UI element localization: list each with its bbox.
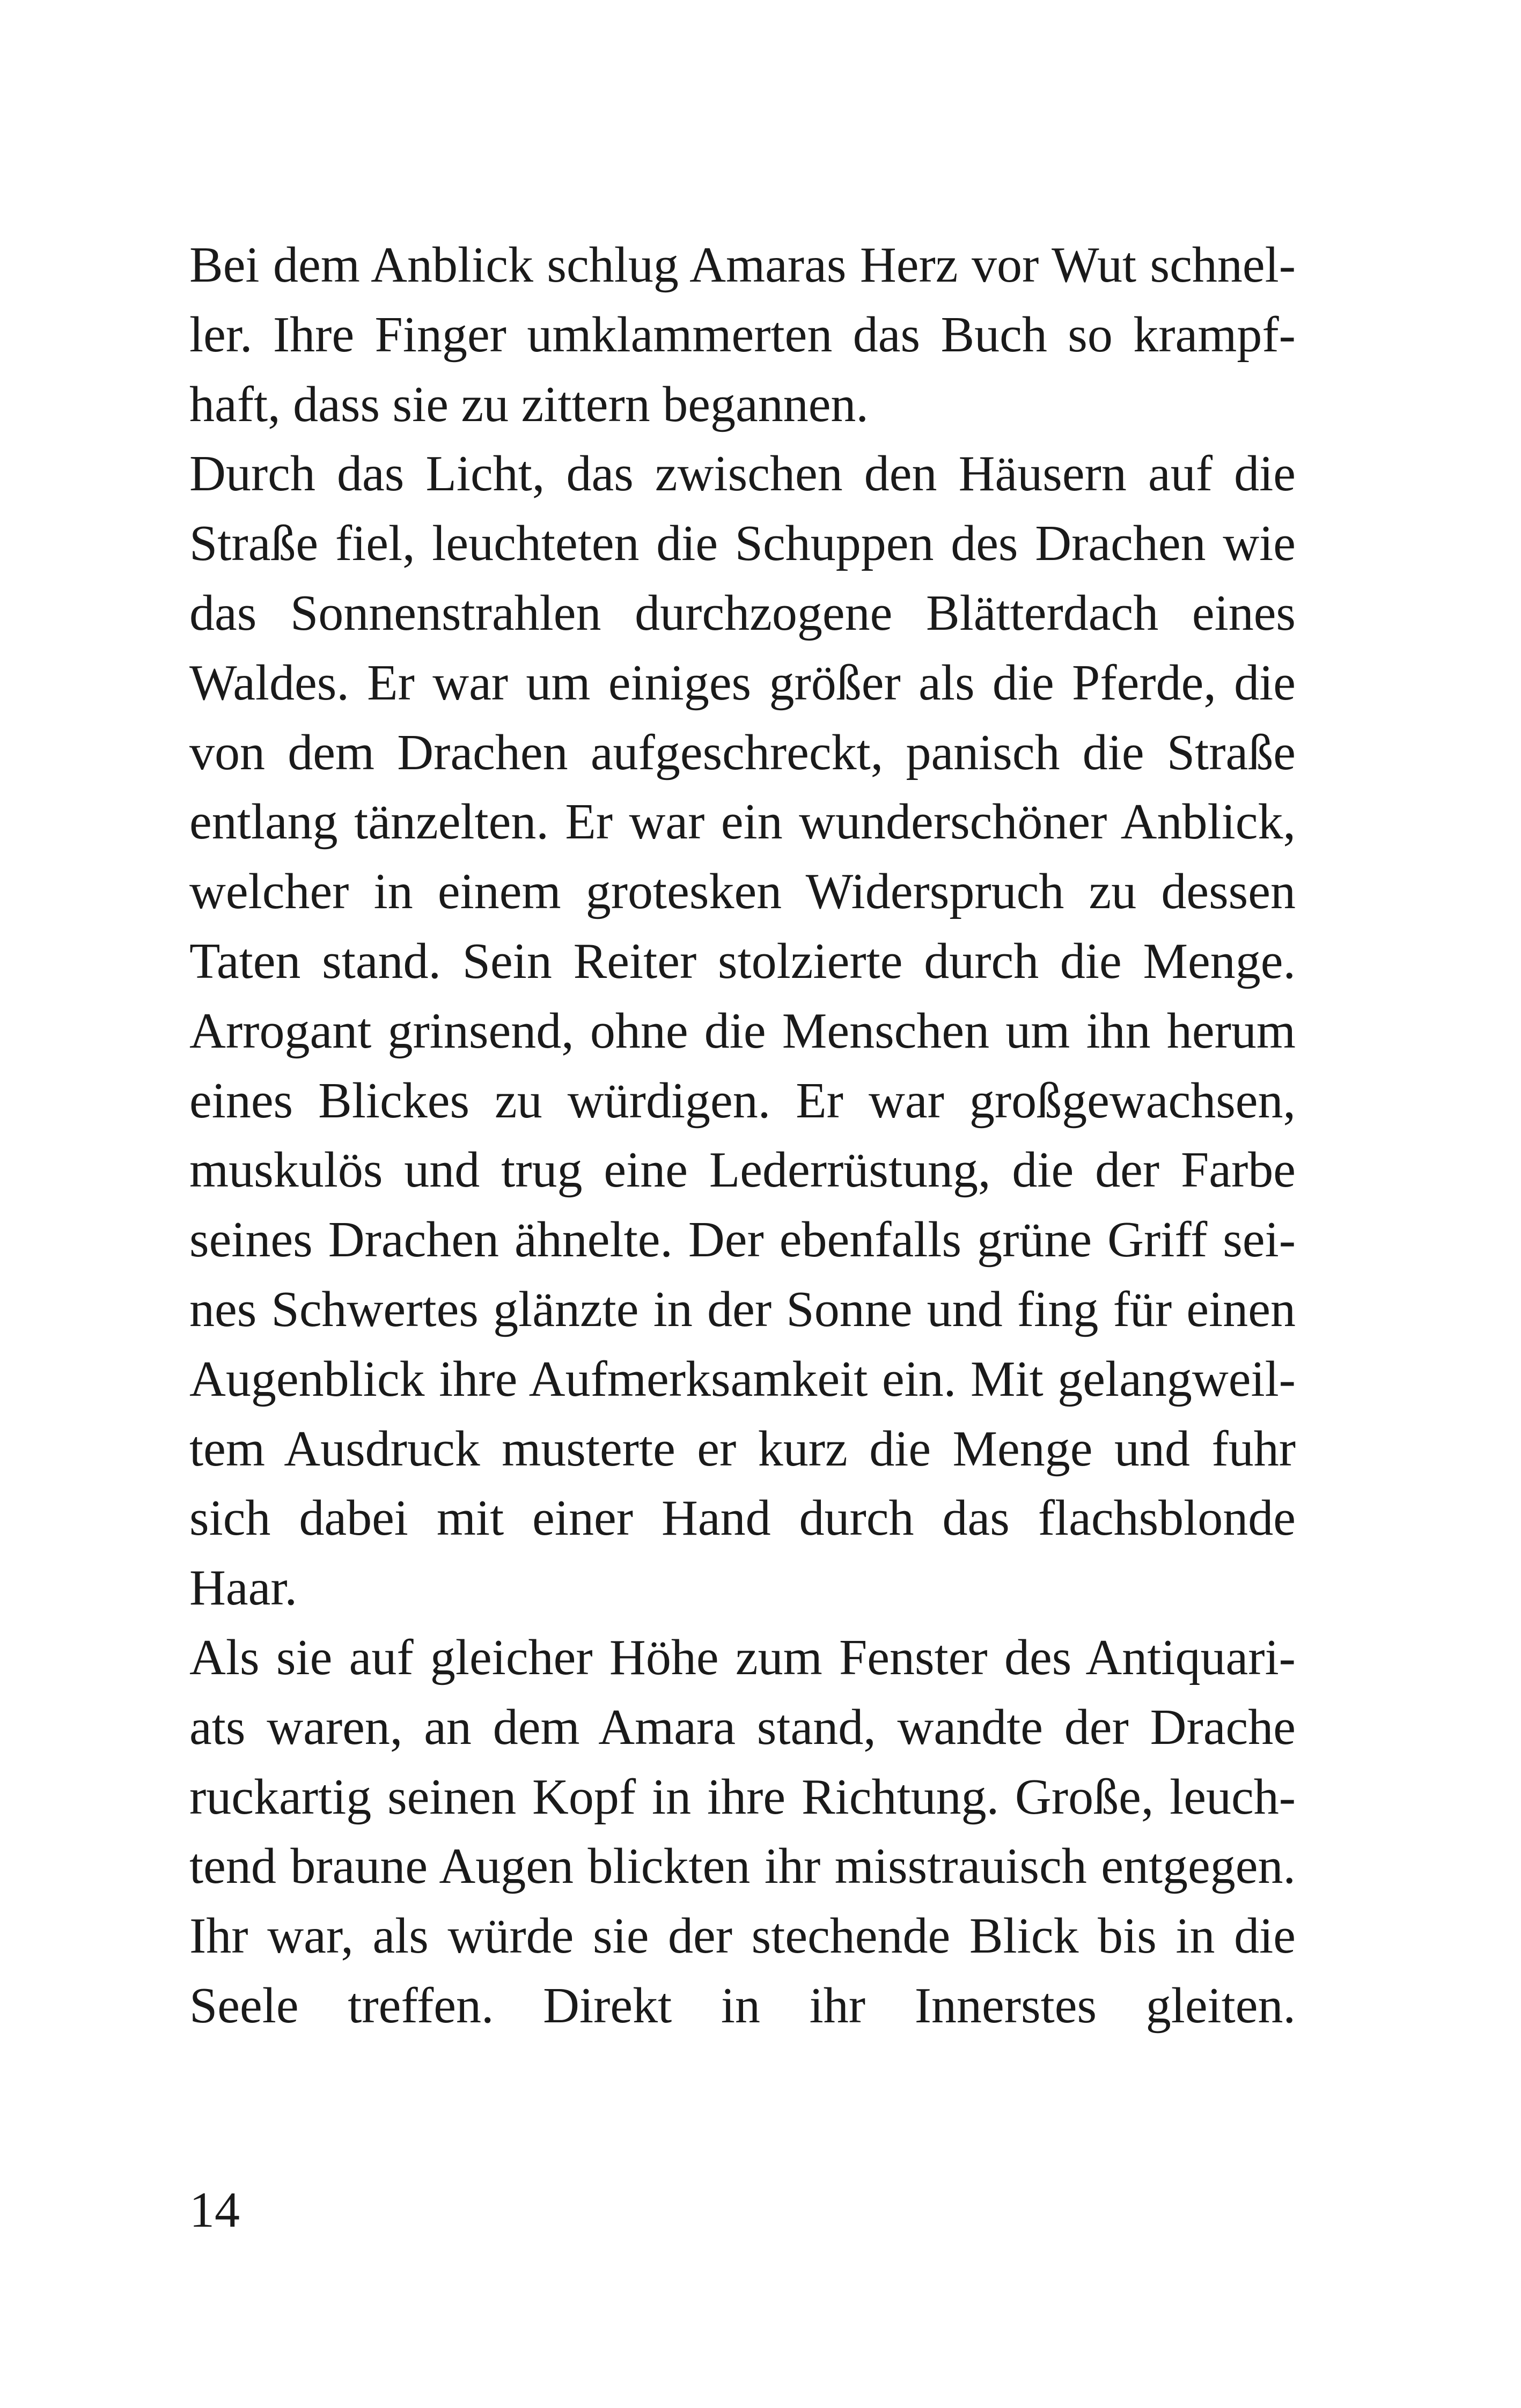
text-line: Taten stand. Sein Reiter stolzierte durch die Menge. (189, 933, 1296, 989)
text-line: von dem Drachen aufgeschreckt, panisch die Straße (189, 724, 1296, 780)
text-line: ruckartig seinen Kopf in ihre Richtung. Große, leuch- (189, 1769, 1296, 1825)
text-line: Bei dem Anblick schlug Amaras Herz vor Wut schnel- (189, 237, 1296, 293)
text-line: haft, dass sie zu zittern begannen. (189, 376, 869, 432)
text-line: muskulös und trug eine Lederrüstung, die der Farbe (189, 1142, 1296, 1198)
text-line: nes Schwertes glänzte in der Sonne und fing für einen (189, 1281, 1296, 1337)
text-line: Ihr war, als würde sie der stechende Blick bis in die (189, 1908, 1296, 1964)
text-line: sich dabei mit einer Hand durch das flachsblonde (189, 1490, 1296, 1547)
text-line: Als sie auf gleicher Höhe zum Fenster des Antiquari- (189, 1629, 1296, 1685)
text-line: seines Drachen ähnelte. Der ebenfalls grüne Griff sei- (189, 1212, 1296, 1268)
text-line: Arrogant grinsend, ohne die Menschen um ihn herum (189, 1003, 1296, 1059)
paragraph (189, 231, 1296, 439)
text-line: ler. Ihre Finger umklammerten das Buch so krampf- (189, 306, 1296, 363)
text-line: eines Blickes zu würdigen. Er war großgewachsen, (189, 1072, 1296, 1129)
text-line: Straße fiel, leuchteten die Schuppen des Drachen wie (189, 516, 1296, 572)
text-line: Seele treffen. Direkt in ihr Innerstes gleiten. (189, 1977, 1296, 2034)
text-line: Waldes. Er war um einiges größer als die Pferde, die (189, 654, 1296, 711)
text-line: das Sonnenstrahlen durchzogene Blätterdach eines (189, 585, 1296, 641)
page-number: 14 (189, 2182, 240, 2238)
text-line: ats waren, an dem Amara stand, wandte der Drache (189, 1699, 1296, 1755)
text-line: tem Ausdruck musterte er kurz die Menge und fuhr (189, 1420, 1296, 1477)
text-line: entlang tänzelten. Er war ein wunderschöner Anblick, (189, 794, 1296, 850)
body-text (189, 231, 1296, 2041)
paragraph (189, 1623, 1296, 2041)
text-line: welcher in einem grotesken Widerspruch zu dessen (189, 864, 1296, 920)
text-line: tend braune Augen blickten ihr misstrauisch entgegen. (189, 1838, 1296, 1895)
text-line: Haar. (189, 1560, 297, 1616)
text-line: Durch das Licht, das zwischen den Häusern auf die (189, 446, 1296, 502)
paragraph (189, 439, 1296, 1623)
text-line: Augenblick ihre Aufmerksamkeit ein. Mit gelangweil- (189, 1351, 1296, 1407)
